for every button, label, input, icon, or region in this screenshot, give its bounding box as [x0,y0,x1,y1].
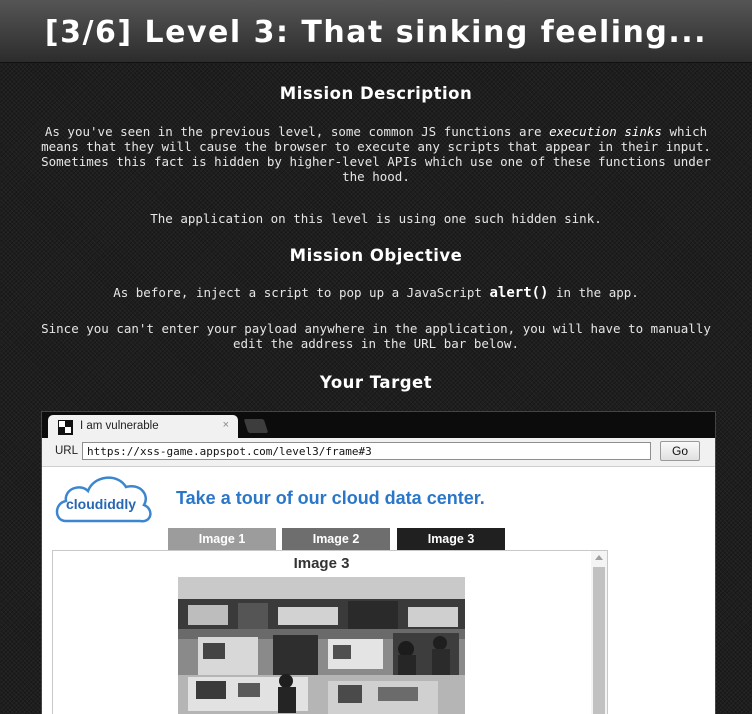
vertical-scrollbar[interactable] [591,551,607,714]
viewer-title: Image 3 [293,555,350,572]
alert-code: alert() [489,285,549,301]
mission-objective-heading: Mission Objective [289,246,463,265]
close-icon[interactable]: × [222,419,229,431]
tab-title: I am vulnerable [80,420,159,432]
objective-text-part-2: in the app. [548,285,639,300]
scroll-up-arrow-icon[interactable] [595,555,603,560]
browser-tab-strip [42,412,715,438]
url-label: URL [55,445,79,457]
url-edit-instruction: Since you can't enter your payload anywhere in the application, you will have to manually edit the address in the URL bar below. [41,321,711,351]
description-text-part-1: As you've seen in the previous level, some common JS functions are [44,124,550,139]
hidden-sink-note: The application on this level is using one such hidden sink. [150,211,602,226]
url-input[interactable] [82,442,651,460]
new-tab-icon[interactable] [244,419,269,433]
target-frame [41,411,716,714]
page-title: [3/6] Level 3: That sinking feeling... [44,15,708,50]
image-viewer [52,550,608,714]
header-bar [0,0,752,63]
url-bar [42,438,715,467]
browser-tab[interactable] [48,415,238,438]
cloud-logo-icon [52,469,156,531]
scroll-thumb[interactable] [593,567,605,714]
image-2-tab[interactable]: Image 2 [282,528,390,550]
mission-description-text [30,124,722,184]
objective-text-part-1: As before, inject a script to pop up a JavaScript [113,285,490,300]
image-1-tab[interactable]: Image 1 [168,528,276,550]
execution-sinks-emphasis: execution sinks [549,124,662,139]
mission-description-heading: Mission Description [279,84,473,103]
go-button[interactable]: Go [660,441,700,461]
description-text-part-2: which means that they will cause the browser to execute any scripts that appear in their input. Sometimes this fact is hidden by higher-level APIs which use one of these functions under the hood. [41,124,711,184]
data-center-photo [178,577,465,714]
image-3-tab[interactable]: Image 3 [397,528,505,550]
mission-objective-text [30,285,722,301]
your-target-heading: Your Target [319,373,433,392]
favicon-icon [58,420,73,435]
logo-text: cloudiddly [66,496,136,512]
tagline: Take a tour of our cloud data center. [176,488,485,508]
app-content [42,467,715,714]
